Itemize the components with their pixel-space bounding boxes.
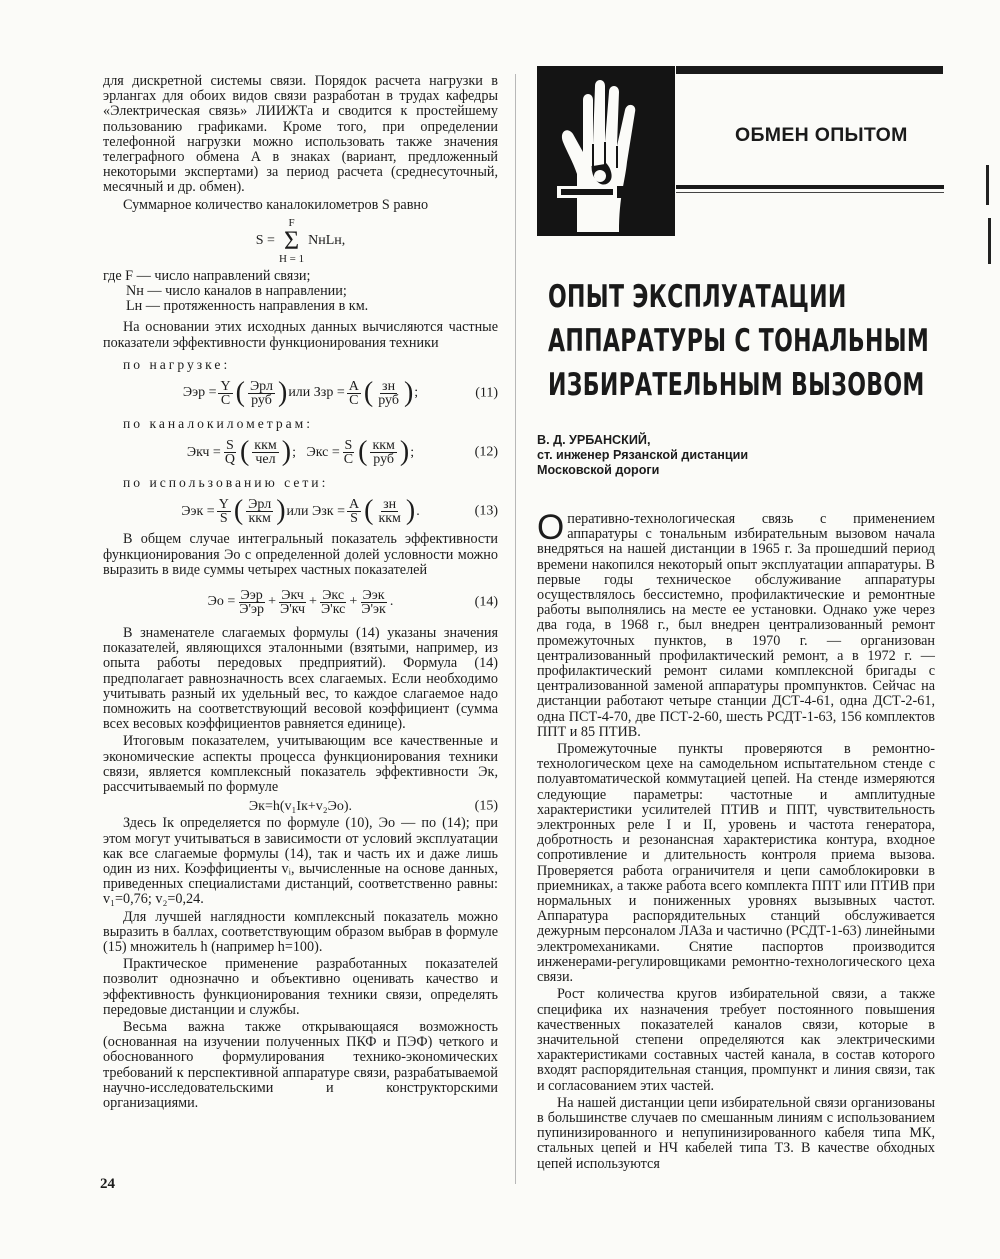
column-divider (515, 74, 516, 1184)
subheading: по использованию сети: (123, 475, 329, 491)
paren: ( (233, 495, 244, 527)
eq-lhs: Экч = (186, 444, 221, 460)
paren: ) (403, 377, 414, 409)
header-rule-thin (676, 192, 944, 193)
equation-11 (103, 376, 498, 410)
definition-list (103, 269, 498, 315)
subheading: по нагрузке: (123, 356, 231, 372)
header-rule-top (676, 66, 943, 74)
eq-end: ; (410, 444, 415, 460)
paren: ) (277, 377, 288, 409)
equation-12 (103, 435, 498, 469)
fraction: $\frac{A}{S}$ (348, 496, 360, 526)
paragraph: Для лучшей наглядности комплексный показатель можно выразить в баллах, соответствующим образом выбрав в формуле (15) множитель h (например h=100). (103, 908, 498, 955)
raised-hand-icon (537, 66, 675, 236)
paragraph: для дискретной системы связи. Порядок расчета нагрузки в эрлангах для обоих видов связи разработан в трудах кафедры «Электрическая связь» ЛИИЖТа и сводится к простейшему пользованию графиками. Кроме того, при определении телефонной нагрузки можно использовать также значения телеграфного обмена А в знаках (вариант, предложенный некоторыми экспертами) за период расчета (среднесуточный, месячный и др. обмен). (103, 73, 498, 196)
sum-lower: H = 1 (278, 252, 305, 265)
equation-sum (103, 217, 498, 265)
section-logo (537, 66, 675, 236)
article-title (548, 275, 930, 407)
scan-edge-mark (986, 165, 989, 205)
author-position: ст. инженер Рязанской дистанции (537, 448, 749, 462)
eq-mid: или Эзк = (286, 503, 345, 519)
scan-edge-mark (988, 218, 991, 264)
paragraph: Промежуточные пункты проверяются в ремонтно-технологическом цехе на самодельном испытательном стенде с полуавтоматической коммутацией цепей. На стенде измеряются следующие параметры: частотные и амплитудные характеристики усилителей ПТИВ и ППТ, чувствительность электронных реле I и II, уровень и частота генератора, добротность и резонансная характеристика контура, входное сопротивление и длительность контроля приема вызова. Проверяется работа ограничителя и цепи самоблокировки в приемниках, а также работа всего комплекта ППТ или ПТИВ при нормальных и пониженных уровнях вызывных частот. Аппаратура распорядительных станций обслуживается дежурным персоналом ЛАЗа и частично (РСДТ-1-63) линейными электромеханиками. Снятие паспортов производится инженерами-регулировщиками ремонтно-технологического цеха связи. (537, 741, 935, 986)
header-rule-bottom (676, 185, 944, 189)
author-org: Московской дороги (537, 463, 660, 477)
fraction: $\frac{\text{Ээр}}{Э'эр}$ (239, 587, 265, 617)
eq-mid: ; Экс = (292, 444, 340, 460)
right-column (537, 508, 935, 1174)
equation-number: (11) (475, 385, 498, 401)
equation-number: (13) (474, 503, 498, 519)
fraction: $\frac{A}{C}$ (348, 378, 359, 408)
eq-end: . (389, 594, 394, 610)
section-header: ОБМЕН ОПЫТОМ (735, 124, 908, 146)
paragraph: В общем случае интегральный показатель эффективности функционирования Эо с определенной долей условности можно выразить в виде суммы четырех частных показателей (103, 531, 498, 578)
paren: ( (239, 436, 250, 468)
subheading: по каналокилометрам: (123, 416, 314, 432)
paragraph-lead (537, 508, 935, 740)
paren: ) (281, 436, 292, 468)
article-title-line: ИЗБИРАТЕЛЬНЫМ ВЫЗОВОМ (548, 367, 925, 403)
definition: Lн — протяженность направления в км. (126, 298, 369, 315)
equation-number: (12) (474, 444, 498, 460)
paren: ) (405, 495, 416, 527)
definition: где F — число направлений связи; (103, 267, 311, 284)
fraction: $\frac{\text{ккм}}{\text{чел}}$ (254, 437, 277, 467)
eq-lhs: Ээр = (182, 385, 217, 401)
equation-number: (15) (474, 798, 498, 814)
eq-mid: или Ззр = (288, 385, 345, 401)
left-column (103, 74, 498, 1113)
fraction: $\frac{Y}{S}$ (218, 496, 229, 526)
paragraph: Суммарное количество каналокилометров S равно (123, 196, 429, 213)
plus-sign: + (349, 594, 358, 610)
paren: ( (235, 377, 245, 409)
fraction: $\frac{\text{Эрл}}{\text{руб}}$ (249, 378, 273, 408)
fraction: $\frac{Y}{C}$ (220, 378, 231, 408)
paragraph: Здесь Iк определяется по формуле (10), Эо — по (14); при этом могут учитываться в зависимости от условий эксплуатации как все слагаемые формулы (14), так и часть их и даже лишь один из них. Коэффициенты vᵢ, вычисленные на основе данных, приведенных специалистами дистанций, соответственно равны: v₁=0,76; v₂=0,24. (103, 815, 498, 908)
fraction: $\frac{зн}{\text{ккм}}$ (378, 496, 401, 526)
article-title-line: ОПЫТ ЭКСПЛУАТАЦИИ (548, 279, 847, 315)
paragraph: Итоговым показателем, учитывающим все качественные и экономические аспекты процесса функционирования техники связи, является комплексный показатель эффективности Эк, рассчитываемый по формуле (103, 733, 498, 796)
drop-cap: О (537, 508, 565, 547)
fraction: $\frac{\text{Экч}}{Э'кч}$ (279, 587, 306, 617)
sum-upper: F (288, 216, 295, 229)
definition: Nн — число каналов в направлении; (126, 283, 347, 300)
plus-sign: + (309, 594, 317, 610)
eq-sum-left: S = (255, 233, 275, 249)
eq-end: ; (414, 385, 419, 401)
eq-end: . (416, 503, 420, 519)
equation-13 (103, 494, 498, 528)
sigma-glyph: Σ (283, 225, 300, 255)
paragraph: На нашей дистанции цепи избирательной связи организованы в большинстве случаев по смешанным линиям с использованием пупинизированного и непупинизированного кабеля типа МК, стальных цепей и НЧ кабелей типа ТЗ. В качестве обходных цепей используются (537, 1094, 935, 1172)
eq-sum-right: NнLн, (308, 233, 346, 249)
paragraph: Весьма важна также открывающаяся возможность (основанная на изучении полученных ПКФ и ПЭФ) четкого и обоснованного формулирования технико-экономических требований к перспективной аппаратуре связи, разрабатываемой научно-исследовательскими и конструкторскими организациями. (103, 1018, 498, 1111)
paren: ) (276, 495, 286, 527)
fraction: $\frac{зн}{\text{руб}}$ (378, 378, 399, 408)
eq-body: Эк=h(v₁Iк+v₂Эо). (248, 798, 353, 814)
equation-15 (103, 797, 498, 815)
paren: ( (358, 436, 368, 468)
fraction: $\frac{S}{C}$ (343, 437, 354, 467)
fraction: $\frac{\text{Ээк}}{Э'эк}$ (361, 587, 386, 617)
article-title-line: АППАРАТУРЫ С ТОНАЛЬНЫМ (548, 323, 930, 359)
fraction: $\frac{\text{Эрл}}{\text{ккм}}$ (248, 496, 272, 526)
fraction: $\frac{\text{ккм}}{\text{руб}}$ (372, 437, 395, 467)
paragraph: В знаменателе слагаемых формулы (14) указаны значения показателей, являющихся эталонными (взятыми, например, из опыта работы передовых предприятий). Формула (14) предполагает равнозначность всех слагаемых. Если необходимо учитывать разный их удельный вес, то каждое слагаемое надо помножить на соответствующий весовой коэффициент (сумма всех весовых коэффициентов равняется единице). (103, 625, 498, 733)
paragraph: На основании этих исходных данных вычисляются частные показатели эффективности функционирования техники (103, 319, 498, 351)
author-block (537, 433, 917, 478)
paren: ( (364, 495, 374, 527)
page-number: 24 (100, 1176, 115, 1192)
paren: ) (399, 436, 410, 468)
paragraph: Практическое применение разработанных показателей позволит однозначно и объективно оценивать качество и эффективность функционирования техники связи, определять передовые дистанции и службы. (103, 956, 498, 1018)
fraction: $\frac{\text{Экс}}{Э'кс}$ (320, 587, 346, 617)
plus-sign: + (268, 594, 276, 610)
author-name: В. Д. УРБАНСКИЙ, (537, 433, 651, 447)
paragraph-text: перативно-технологическая связь с применением аппаратуры с тональным избирательным вызовом начала внедряться на нашей дистанции в 1965 г. За прошедший период времени накопился некоторый опыт эксплуатации аппаратуры. В первые годы техническое обслуживание аппаратуры осуществлялось бессистемно, профилактические и ремонтные работы выполнялись на месте ее установки. Однако уже через два года, в 1968 г., был внедрен централизованный ремонт промежуточных пунктов, в 1970 г. — организован централизованный профилактический ремонт, а в 1972 г. — профилактический ремонт силами комплексной бригады с централизованной заменой аппаратуры промпунктов. Сейчас на дистанции работают четыре станции ДСТ-4-61, одна ДСТ-2-61, одна ПСТ-4-70, две ПСТ-2-60, шесть РСДТ-1-63, 156 комплектов ППТ и 85 ПТИВ. (537, 511, 935, 740)
eq-lhs: Ээк = (181, 503, 215, 519)
eq-lhs: Эо = (207, 594, 236, 610)
equation-14 (103, 582, 498, 622)
sigma-symbol (279, 217, 304, 265)
paren: ( (363, 377, 374, 409)
equation-number: (14) (474, 594, 498, 610)
paragraph: Рост количества кругов избирательной связи, а также специфика их назначения требует постоянного повышения качественных показателей каналов связи, которые в значительной степени определяются как электрическими характеристиками составных частей канала, в состав которого входят распорядительная станция, промпункт и линия связи, так и согласованием этих частей. (537, 986, 935, 1094)
fraction: $\frac{S}{Q}$ (224, 437, 235, 467)
